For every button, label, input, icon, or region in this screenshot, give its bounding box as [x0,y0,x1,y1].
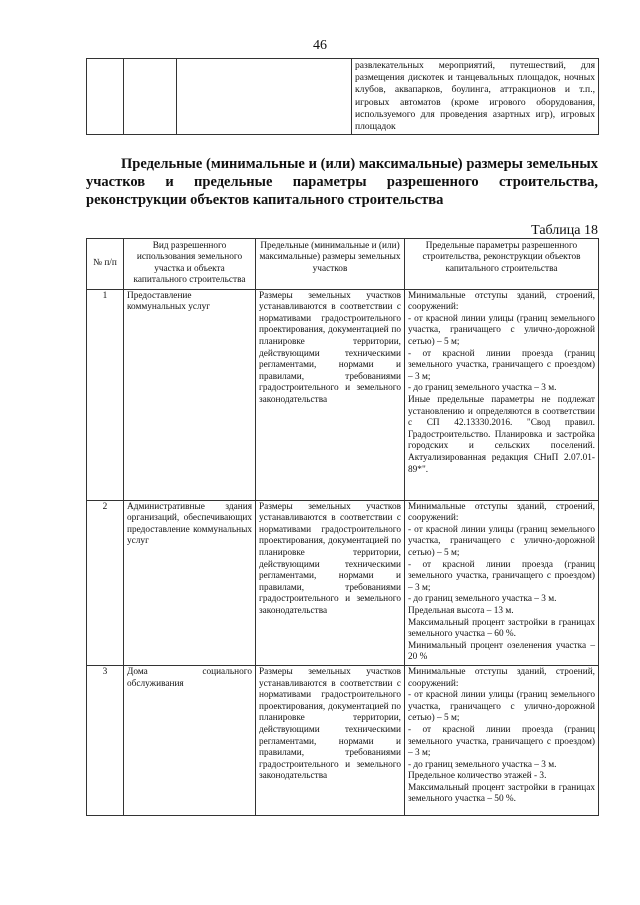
params-line: - от красной линии улицы (границ земельного участка, граничащего с улично-дорожной сетью) – 5 м; [408,524,595,558]
params-line: - от красной линии проезда (границ земельного участка, граничащего с проездом) – 3 м; [408,724,595,759]
row-number: 3 [87,665,124,815]
params-line: Предельная высота – 13 м. [408,605,514,616]
row-sizes [256,289,405,500]
sizes-text: Размеры земельных участков устанавливаются в соответствии с нормативами градостроительного проектирования, документацией по планировке территории, действующими техническими регламентами, нормами и правилами, требованиями градостроительного и земельного законодательства [259,501,401,616]
table-header-row [87,239,599,290]
row-number: 1 [87,289,124,500]
table-label: Таблица 18 [531,223,598,238]
params-line: Минимальные отступы зданий, строений, сооружений: [408,290,595,313]
sizes-text: Размеры земельных участков устанавливаются в соответствии с нормативами градостроительного проектирования, документацией по планировке территории, действующими техническими регламентами, нормами и правилами, требованиями градостроительного и земельного законодательства [259,290,401,405]
table-cell [177,59,352,135]
params-line: - от красной линии улицы (границ земельного участка, граничащего с улично-дорожной сетью) – 5 м; [408,313,595,347]
row-use [124,665,256,815]
params-line: - от красной линии улицы (границ земельного участка, граничащего с улично-дорожной сетью) – 5 м; [408,690,595,724]
row-params [405,289,599,500]
limits-table [86,238,599,816]
params-line: Предельное количество этажей - 3. [408,771,547,782]
row-use: Предоставление коммунальных услуг [124,289,256,500]
params-line: - до границ земельного участка – 3 м. [408,383,557,394]
header-sizes: Предельные (минимальные и (или) максимальные) размеры земельных участков [256,239,405,290]
row-params [405,500,599,665]
page-number: 46 [313,38,327,53]
row-use [124,500,256,665]
row-sizes [256,665,405,815]
params-line: Минимальные отступы зданий, строений, сооружений: [408,501,595,524]
params-line: - до границ земельного участка – 3 м. [408,594,557,605]
continuation-text: развлекательных мероприятий, путешествий, для размещения дискотек и танцевальных площадок, ночных клубов, аквапарков, боулинга, аттракционов и т.п., игровых автоматов (кроме игрового оборудования, используемого для проведения азартных игр), игровых площадок [355,60,595,133]
params-line: - от красной линии проезда (границ земельного участка, граничащего с проездом) – 3 м; [408,348,595,382]
table-cell [87,59,124,135]
use-text: Административные здания организаций, обеспечивающих предоставление коммунальных услуг [127,501,252,547]
continuation-table [86,58,599,135]
table-row [87,500,599,665]
params-line: Максимальный процент застройки в границах земельного участка – 60 %. [408,617,595,640]
header-num: № п/п [87,239,124,290]
params-line: - от красной линии проезда (границ земельного участка, граничащего с проездом) – 3 м; [408,559,595,593]
params-line: Минимальные отступы зданий, строений, сооружений: [408,666,595,689]
header-params: Предельные параметры разрешенного строительства, реконструкции объектов капитального строительства [405,239,599,290]
table-cell [124,59,177,135]
header-use: Вид разрешенного использования земельного участка и объекта капитального строительства [124,239,256,290]
row-number: 2 [87,500,124,665]
heading-text: Предельные (минимальные и (или) максимальные) размеры земельных участков и предельные параметры разрешенного строительства, реконструкции объектов капитального строительства [86,156,598,208]
params-line: Минимальный процент озеленения участка – 20 % [408,640,595,663]
row-params [405,665,599,815]
params-line: - до границ земельного участка – 3 м. [408,759,557,770]
table-cell [352,59,599,135]
section-heading [86,155,598,209]
table-row [87,289,599,500]
row-sizes [256,500,405,665]
table-row [87,59,599,135]
use-text: Дома социального обслуживания [127,666,252,689]
sizes-text: Размеры земельных участков устанавливаются в соответствии с нормативами градостроительного проектирования, документацией по планировке территории, действующими техническими регламентами, нормами и правилами, требованиями градостроительного и земельного законодательства [259,666,401,782]
params-line: Максимальный процент застройки в границах земельного участка – 50 %. [408,782,595,805]
params-line: Иные предельные параметры не подлежат установлению и определяются в соответствии с СП 42.13330.2016. "Свод правил. Градостроительство. Планировка и застройка городских и сельских поселений. Актуализированная редакция СНиП 2.07.01-89*". [408,394,595,475]
table-row [87,665,599,815]
